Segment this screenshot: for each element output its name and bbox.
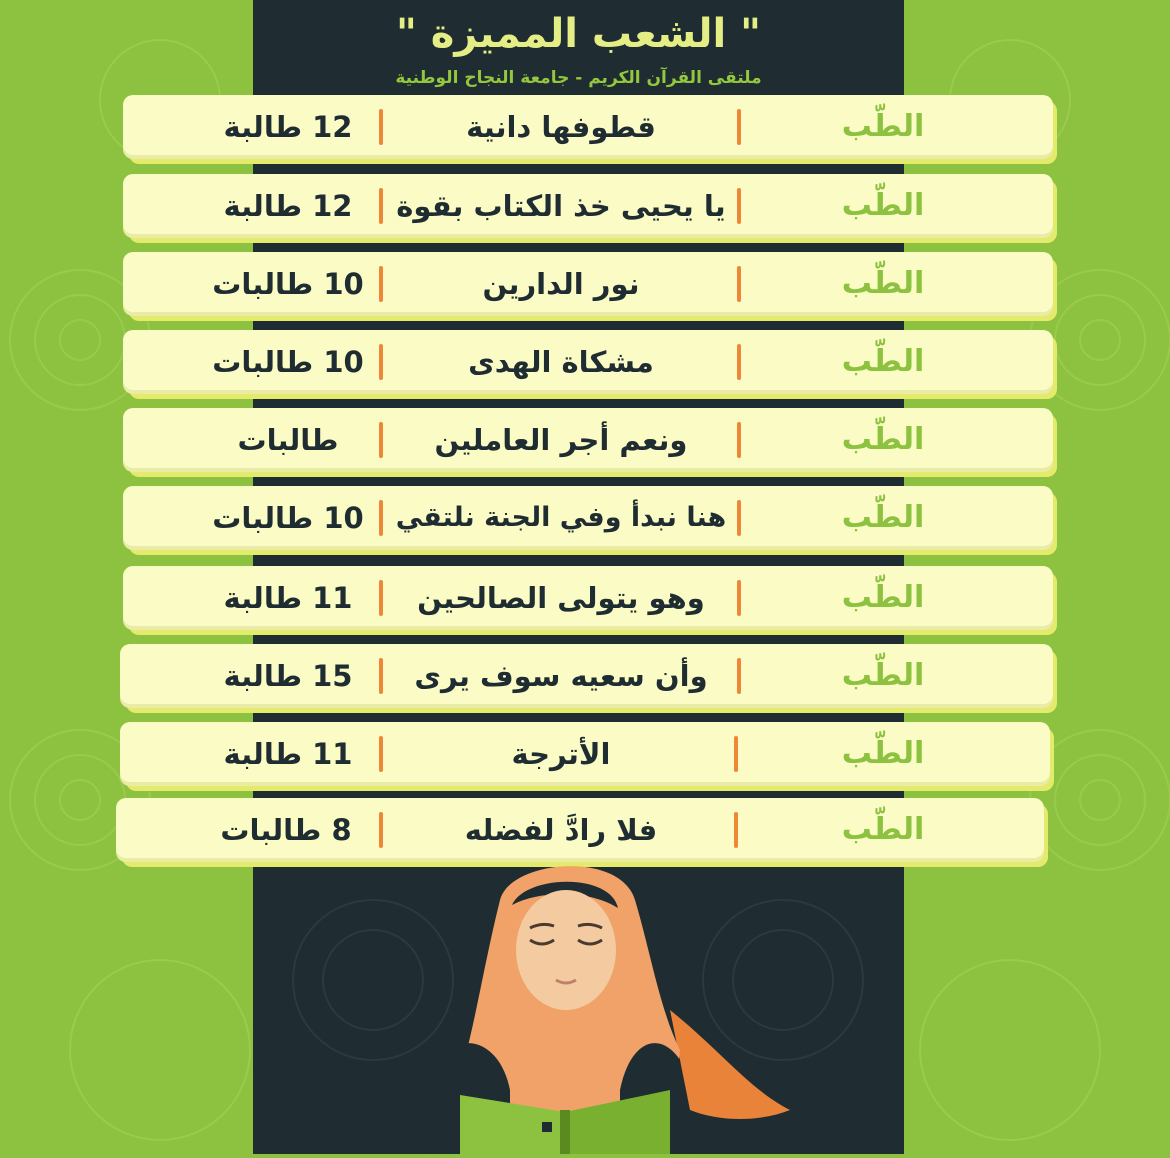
section-name: نور الدارين (482, 267, 640, 301)
section-name: وأن سعيه سوف يرى (414, 659, 708, 693)
section-name: قطوفها دانية (466, 110, 656, 144)
list-item (123, 486, 1053, 550)
row-divider (379, 500, 383, 536)
row-divider (379, 812, 383, 848)
list-item (116, 798, 1044, 862)
student-count: 8 طالبات (220, 813, 352, 847)
list-item (123, 252, 1053, 316)
section-name: وهو يتولى الصالحين (417, 581, 705, 615)
section-name: هنا نبدأ وفي الجنة نلتقي (395, 502, 727, 533)
college-name: الطّب (841, 422, 925, 457)
list-item (123, 95, 1053, 159)
row-divider (737, 500, 741, 536)
college-name: الطّب (841, 812, 925, 847)
student-count: 12 طالبة (223, 110, 353, 144)
college-name: الطّب (841, 188, 925, 223)
student-count: 10 طالبات (212, 501, 364, 535)
college-name: الطّب (841, 658, 925, 693)
list-item (120, 722, 1050, 786)
list-item (123, 408, 1053, 472)
row-divider (379, 188, 383, 224)
college-name: الطّب (841, 344, 925, 379)
row-divider (379, 109, 383, 145)
student-count: 15 طالبة (223, 659, 353, 693)
college-name: الطّب (841, 109, 925, 144)
college-name: الطّب (841, 266, 925, 301)
list-item (120, 644, 1053, 708)
row-divider (379, 658, 383, 694)
student-count: طالبات (237, 423, 339, 457)
section-name: الأترجة (511, 737, 611, 771)
row-divider (737, 188, 741, 224)
row-divider (737, 344, 741, 380)
row-divider (379, 736, 383, 772)
page-subtitle: ملتقى القرآن الكريم - جامعة النجاح الوطنية (395, 68, 762, 88)
college-name: الطّب (841, 500, 925, 535)
row-divider (734, 812, 738, 848)
row-divider (737, 422, 741, 458)
student-count: 12 طالبة (223, 189, 353, 223)
student-count: 10 طالبات (212, 345, 364, 379)
row-divider (379, 344, 383, 380)
section-name: ونعم أجر العاملين (434, 423, 688, 457)
row-divider (737, 266, 741, 302)
student-count: 11 طالبة (223, 737, 353, 771)
student-count: 10 طالبات (212, 267, 364, 301)
page-title: " الشعب المميزة " (396, 11, 761, 57)
girl-reading-illustration (420, 860, 800, 1154)
section-name: مشكاة الهدى (468, 345, 654, 379)
college-name: الطّب (841, 736, 925, 771)
student-count: 11 طالبة (223, 581, 353, 615)
row-divider (737, 109, 741, 145)
college-name: الطّب (841, 580, 925, 615)
section-name: فلا رادَّ لفضله (464, 813, 658, 847)
list-item (123, 330, 1053, 394)
row-divider (734, 736, 738, 772)
row-divider (379, 266, 383, 302)
row-divider (379, 422, 383, 458)
row-divider (379, 580, 383, 616)
section-name: يا يحيى خذ الكتاب بقوة (396, 189, 726, 223)
row-divider (737, 658, 741, 694)
row-divider (737, 580, 741, 616)
list-item (123, 174, 1053, 238)
list-item (123, 566, 1053, 630)
